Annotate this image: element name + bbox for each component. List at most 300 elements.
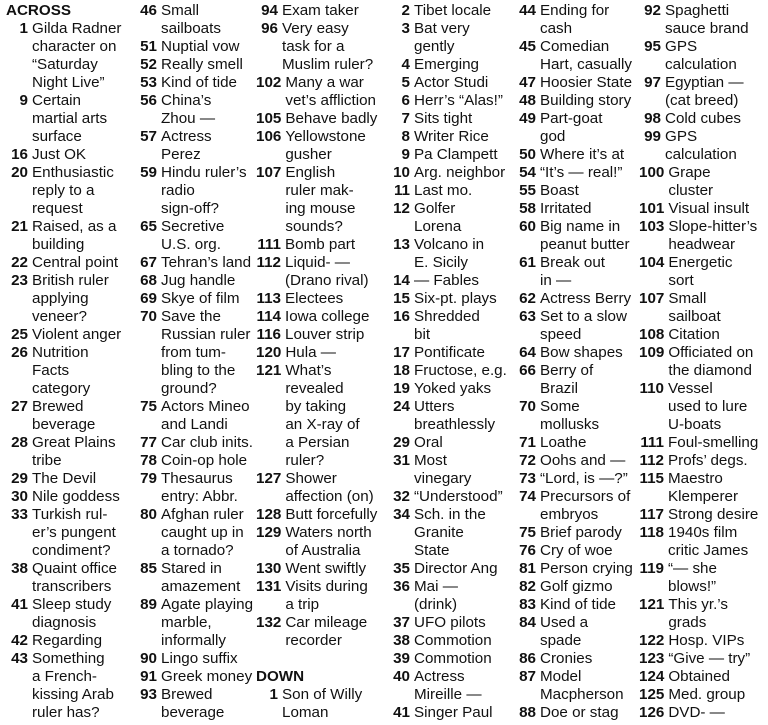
clue-text	[32, 326, 128, 344]
clue-number: 1	[269, 686, 278, 703]
clue-number: 73	[519, 470, 536, 487]
clue-text-line: used to lure	[668, 398, 748, 415]
clue-text-line: Commotion	[414, 632, 492, 649]
clue-item	[388, 92, 516, 110]
clue-text-line: Profs’ degs.	[668, 452, 748, 469]
clue-text-line: Facts	[32, 362, 70, 379]
clue-number: 21	[11, 218, 28, 235]
clue-item	[514, 362, 638, 398]
clue-number: 77	[140, 434, 157, 451]
clue-text	[540, 218, 638, 254]
clue-item	[256, 20, 386, 74]
clue-text-line: Sleep study	[32, 596, 112, 613]
clue-text-line: Liquid- —	[285, 254, 350, 271]
clue-number: 38	[393, 632, 410, 649]
clue-text-line: Most	[414, 452, 447, 469]
clue-item	[388, 308, 516, 344]
clue-text-line: Secretive	[161, 218, 225, 235]
clue-item	[639, 560, 766, 596]
clue-text-line: condiment?	[32, 542, 111, 559]
clue-number: 52	[140, 56, 157, 73]
clue-item	[639, 596, 766, 632]
clue-item	[514, 434, 638, 452]
clue-item	[388, 164, 516, 182]
clue-text-line: Jug handle	[161, 272, 236, 289]
clue-text-line: UFO pilots	[414, 614, 486, 631]
clue-item	[639, 686, 766, 704]
clue-text-line: Energetic	[668, 254, 733, 271]
clue-number: 50	[519, 146, 536, 163]
clue-text-line: Kind of tide	[161, 74, 237, 91]
clue-text	[32, 650, 128, 722]
clue-item	[256, 686, 386, 722]
clue-item	[6, 650, 128, 722]
clue-number: 12	[393, 200, 410, 217]
clue-text-line: diagnosis	[32, 614, 97, 631]
clue-number: 111	[640, 434, 664, 451]
clue-text	[161, 74, 257, 92]
clue-number: 68	[140, 272, 157, 289]
clue-column-6	[639, 2, 766, 722]
clue-number: 88	[519, 704, 536, 721]
clue-item	[135, 596, 257, 650]
clue-number: 13	[393, 236, 410, 253]
clue-item	[514, 290, 638, 308]
clue-text	[32, 434, 128, 470]
clue-number: 29	[393, 434, 410, 451]
clue-text-line: Klemperer	[668, 488, 739, 505]
clue-text-line: Hosp. VIPs	[668, 632, 745, 649]
clue-number: 29	[11, 470, 28, 487]
clue-text-line: Actress Berry	[540, 290, 632, 307]
clue-text	[540, 650, 638, 668]
clue-text	[414, 128, 516, 146]
clue-text	[668, 218, 766, 254]
clue-text	[32, 272, 128, 326]
clue-number: 59	[140, 164, 157, 181]
clue-number: 37	[393, 614, 410, 631]
clue-number: 74	[519, 488, 536, 505]
clue-text	[668, 290, 766, 326]
clue-item	[388, 578, 516, 614]
clue-item	[639, 668, 766, 686]
clue-item	[514, 308, 638, 344]
clue-text	[285, 236, 386, 254]
clue-text-line: Cronies	[540, 650, 593, 667]
clue-text	[161, 470, 257, 506]
clue-text-line: Great Plains	[32, 434, 116, 451]
clue-text-line: calculation	[665, 146, 737, 163]
clue-text-line: Precursors of	[540, 488, 631, 505]
clue-text	[414, 182, 516, 200]
clue-text	[414, 200, 516, 236]
clue-text	[668, 344, 766, 380]
clue-text-line: sailboat	[668, 308, 721, 325]
clue-text	[414, 74, 516, 92]
clue-text	[161, 92, 257, 128]
clue-number: 19	[393, 380, 410, 397]
clue-item	[135, 506, 257, 560]
clue-text-line: (drink)	[414, 596, 458, 613]
clue-number: 84	[519, 614, 536, 631]
clue-text	[665, 2, 766, 38]
clue-text-line: building	[32, 236, 85, 253]
clue-text	[414, 506, 516, 560]
clue-text-line: Mai —	[414, 578, 458, 595]
clue-text-line: gently	[414, 38, 455, 55]
clue-text-line: Egyptian —	[665, 74, 744, 91]
clue-number: 9	[19, 92, 28, 109]
clue-number: 56	[140, 92, 157, 109]
clue-item	[388, 668, 516, 704]
clue-text-line: Bow shapes	[540, 344, 623, 361]
clue-number: 127	[256, 470, 282, 487]
clue-text-line: Obtained	[668, 668, 730, 685]
clue-item	[388, 452, 516, 488]
clue-number: 79	[140, 470, 157, 487]
clue-text	[668, 434, 766, 452]
clue-text-line: Behave badly	[285, 110, 378, 127]
clue-item	[514, 110, 638, 146]
clue-text-line: ruler?	[285, 452, 325, 469]
clue-number: 31	[393, 452, 410, 469]
clue-text-line: Raised, as a	[32, 218, 117, 235]
clue-item	[6, 92, 128, 146]
clue-item	[6, 398, 128, 434]
clue-text-line: affection (on)	[285, 488, 374, 505]
clue-item	[639, 524, 766, 560]
clue-text-line: Berry of	[540, 362, 594, 379]
clue-text-line: Perez	[161, 146, 201, 163]
clue-text	[540, 182, 638, 200]
clue-item	[135, 668, 257, 686]
clue-text-line: What’s	[285, 362, 332, 379]
clue-text-line: 1940s film	[668, 524, 738, 541]
clue-number: 70	[140, 308, 157, 325]
clue-text	[161, 560, 257, 596]
clue-text	[668, 254, 766, 290]
clue-text-line: Shredded	[414, 308, 480, 325]
clue-number: 66	[519, 362, 536, 379]
clue-text	[32, 560, 128, 596]
clue-text-line: Small	[668, 290, 707, 307]
clue-text	[32, 92, 128, 146]
clue-item	[639, 344, 766, 380]
clue-text-line: Went swiftly	[285, 560, 367, 577]
clue-text-line: Nutrition	[32, 344, 89, 361]
clue-text	[414, 344, 516, 362]
clue-text	[414, 488, 516, 506]
clue-number: 35	[393, 560, 410, 577]
clue-number: 91	[140, 668, 157, 685]
clue-number: 114	[256, 308, 281, 325]
clue-text-line: Volcano in	[414, 236, 485, 253]
clue-text-line: Small	[161, 2, 199, 19]
clue-text-line: Some	[540, 398, 580, 415]
clue-text	[540, 164, 638, 182]
clue-text	[414, 110, 516, 128]
clue-item	[256, 326, 386, 344]
clue-text	[540, 344, 638, 362]
clue-text-line: Director Ang	[414, 560, 498, 577]
clue-text-line: Cry of woe	[540, 542, 613, 559]
clue-number: 113	[256, 290, 281, 307]
clue-text-line: Stared in	[161, 560, 222, 577]
clue-text-line: Herr’s “Alas!”	[414, 92, 503, 109]
clue-number: 8	[401, 128, 410, 145]
clue-item	[388, 380, 516, 398]
clue-item	[6, 218, 128, 254]
clue-number: 110	[639, 380, 664, 397]
clue-text-line: Son of Willy	[282, 686, 363, 703]
clue-text-line: Loman	[282, 704, 329, 721]
clue-text	[285, 578, 386, 614]
clue-number: 80	[140, 506, 157, 523]
clue-text	[540, 362, 638, 398]
clue-text	[668, 560, 766, 596]
clue-text-line: (Drano rival)	[285, 272, 369, 289]
clue-number: 121	[256, 362, 282, 379]
clue-item	[256, 578, 386, 614]
clue-text-line: Bomb part	[285, 236, 356, 253]
clue-text-line: Really smell	[161, 56, 243, 73]
clue-text	[414, 632, 516, 650]
clue-text	[414, 290, 516, 308]
clue-text-line: Ending for	[540, 2, 610, 19]
clue-item	[639, 632, 766, 650]
clue-text-line: Hindu ruler’s	[161, 164, 247, 181]
clue-text-line: This yr.’s	[668, 596, 728, 613]
clue-text-line: Strong desire	[668, 506, 759, 523]
clue-text-line: Slope-hitter’s	[668, 218, 758, 235]
clue-text	[32, 506, 128, 560]
clue-item	[6, 434, 128, 470]
clue-text	[32, 488, 128, 506]
clue-text-line: Iowa college	[285, 308, 370, 325]
clue-text	[32, 398, 128, 434]
clue-text	[161, 254, 257, 272]
clue-text	[161, 506, 257, 560]
clue-text-line: Enthusiastic	[32, 164, 114, 181]
clue-number: 108	[639, 326, 665, 343]
clue-text-line: task for a	[282, 38, 345, 55]
clue-text-line: Certain	[32, 92, 81, 109]
clue-number: 119	[639, 560, 664, 577]
clue-item	[256, 560, 386, 578]
clue-text-line: Mireille —	[414, 686, 482, 703]
clue-text	[414, 308, 516, 344]
down-heading: DOWN	[256, 668, 305, 685]
clue-text-line: Agate playing	[161, 596, 254, 613]
clue-text-line: beverage	[32, 416, 96, 433]
clue-text	[540, 200, 638, 218]
clue-item	[135, 74, 257, 92]
clue-item	[6, 164, 128, 218]
clue-text-line: tribe	[32, 452, 62, 469]
clue-text-line: Actress	[414, 668, 465, 685]
clue-number: 22	[11, 254, 28, 271]
clue-text-line: Officiated on	[668, 344, 754, 361]
clue-item	[135, 218, 257, 254]
clue-number: 98	[644, 110, 661, 127]
clue-text	[414, 380, 516, 398]
clue-text-line: calculation	[665, 56, 737, 73]
clue-text	[540, 254, 638, 290]
clue-number: 55	[519, 182, 536, 199]
clue-text	[668, 470, 766, 506]
clue-text-line: Actors Mineo	[161, 398, 250, 415]
clue-text-line: Muslim ruler?	[282, 56, 374, 73]
clue-item	[388, 146, 516, 164]
clue-number: 85	[140, 560, 157, 577]
clue-text-line: Nuptial vow	[161, 38, 240, 55]
clue-text-line: Big name in	[540, 218, 621, 235]
clue-number: 14	[393, 272, 410, 289]
clue-text	[540, 560, 638, 578]
clue-item	[256, 164, 386, 236]
clue-text-line: DVD- —	[668, 704, 725, 721]
clue-text-line: English	[285, 164, 336, 181]
clue-number: 95	[644, 38, 661, 55]
clue-text-line: Yoked yaks	[414, 380, 492, 397]
clue-number: 106	[256, 128, 282, 145]
clue-item	[6, 596, 128, 632]
clue-number: 9	[401, 146, 410, 163]
clue-text	[668, 452, 766, 470]
clue-text-line: Singer Paul	[414, 704, 493, 721]
clue-text-line: Used a	[540, 614, 589, 631]
clue-number: 70	[519, 398, 536, 415]
clue-text-line: Just OK	[32, 146, 87, 163]
clue-text-line: cluster	[668, 182, 714, 199]
clue-number: 40	[393, 668, 410, 685]
clue-item	[639, 506, 766, 524]
clue-item	[256, 74, 386, 110]
clue-item	[135, 2, 257, 38]
clue-text-line: mollusks	[540, 416, 600, 433]
clue-text-line: ruler mak-	[285, 182, 354, 199]
clue-item	[135, 92, 257, 128]
clue-text-line: Greek money	[161, 668, 253, 685]
clue-text-line: Lorena	[414, 218, 462, 235]
clue-text	[285, 308, 386, 326]
clue-number: 120	[256, 344, 282, 361]
clue-text-line: “Saturday	[32, 56, 98, 73]
clue-number: 62	[519, 290, 536, 307]
across-heading: ACROSS	[6, 2, 71, 19]
clue-number: 81	[519, 560, 536, 577]
clue-text	[161, 596, 257, 650]
clue-number: 26	[11, 344, 28, 361]
clue-item	[6, 20, 128, 92]
clue-item	[256, 128, 386, 164]
clue-text	[540, 668, 638, 704]
clue-text-line: beverage	[161, 704, 225, 721]
clue-item	[388, 272, 516, 290]
clue-number: 64	[519, 344, 536, 361]
clue-text-line: peanut butter	[540, 236, 630, 253]
clue-text	[285, 524, 386, 560]
clue-text-line: Russian ruler	[161, 326, 251, 343]
clue-item	[514, 560, 638, 578]
clue-number: 6	[401, 92, 410, 109]
clue-item	[6, 146, 128, 164]
clue-text	[668, 524, 766, 560]
clue-column-2	[135, 2, 257, 722]
clue-item	[388, 2, 516, 20]
clue-text-line: Doe or stag	[540, 704, 619, 721]
clue-number: 112	[256, 254, 281, 271]
clue-number: 122	[639, 632, 665, 649]
clue-number: 61	[519, 254, 536, 271]
clue-item	[135, 308, 257, 398]
clue-item	[388, 704, 516, 722]
clue-text-line: bling to the	[161, 362, 236, 379]
clue-text-line: Tibet locale	[414, 2, 492, 19]
clue-text-line: Grape	[668, 164, 711, 181]
clue-number: 128	[256, 506, 282, 523]
clue-text-line: sailboats	[161, 20, 221, 37]
clue-number: 132	[256, 614, 282, 631]
clue-text	[668, 506, 766, 524]
clue-number: 69	[140, 290, 157, 307]
clue-number: 118	[639, 524, 664, 541]
clue-text	[32, 20, 128, 92]
clue-item	[639, 434, 766, 452]
clue-column-5	[514, 2, 638, 722]
clue-text	[540, 470, 638, 488]
clue-text	[665, 38, 766, 74]
clue-text-line: Building story	[540, 92, 632, 109]
clue-text	[161, 128, 257, 164]
clue-item	[514, 254, 638, 290]
clue-text	[540, 308, 638, 344]
clue-item	[6, 632, 128, 650]
clue-number: 15	[393, 290, 410, 307]
clue-text-line: ing mouse	[285, 200, 356, 217]
clue-number: 39	[393, 650, 410, 667]
clue-text-line: “Understood”	[414, 488, 503, 505]
clue-item	[135, 650, 257, 668]
clue-text	[285, 290, 386, 308]
clue-text-line: vet’s affliction	[285, 92, 376, 109]
clue-number: 99	[644, 128, 661, 145]
clue-number: 42	[11, 632, 28, 649]
clue-number: 47	[519, 74, 536, 91]
clue-text-line: Many a war	[285, 74, 364, 91]
clue-text	[285, 128, 386, 164]
clue-text	[285, 326, 386, 344]
clue-text	[285, 362, 386, 470]
section-spacer	[256, 650, 386, 668]
clue-number: 93	[140, 686, 157, 703]
clue-item	[514, 200, 638, 218]
clue-number: 33	[11, 506, 28, 523]
clue-item	[256, 236, 386, 254]
clue-number: 71	[519, 434, 536, 451]
clue-text-line: Skye of film	[161, 290, 240, 307]
clue-item	[639, 326, 766, 344]
clue-text	[540, 614, 638, 650]
clue-number: 18	[393, 362, 410, 379]
clue-text-line: Coin-op hole	[161, 452, 248, 469]
clue-item	[514, 74, 638, 92]
clue-text	[540, 704, 638, 722]
clue-text-line: Brewed	[32, 398, 84, 415]
clue-text-line: sign-off?	[161, 200, 219, 217]
clue-number: 89	[140, 596, 157, 613]
clue-text-line: Very easy	[282, 20, 349, 37]
